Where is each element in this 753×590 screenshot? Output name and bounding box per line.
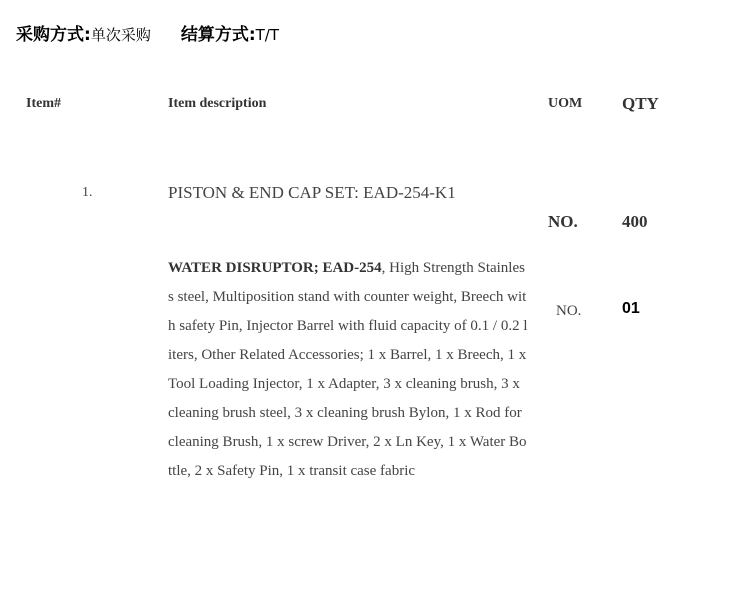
row2-description-title: WATER DISRUPTOR; EAD-254 <box>168 260 382 276</box>
row2-qty: 01 <box>622 300 640 317</box>
column-header-uom: UOM <box>548 96 583 111</box>
row2-description <box>168 254 530 486</box>
row1-uom: NO. <box>548 212 578 231</box>
settlement-method-value: T/T <box>255 26 280 44</box>
purchase-method-label: 采购方式: <box>16 25 91 45</box>
column-header-description: Item description <box>168 96 267 111</box>
row1-description: PISTON & END CAP SET: EAD-254-K1 <box>168 183 456 202</box>
row1-item-number: 1. <box>82 185 93 200</box>
column-header-item: Item# <box>26 96 61 111</box>
purchase-method-value: 单次采购 <box>90 26 151 44</box>
row2-uom: NO. <box>556 303 582 319</box>
row1-qty: 400 <box>622 212 648 231</box>
row2-description-details: , High Strength Stainless steel, Multiposition stand with counter weight, Breech with safety Pin, Injector Barrel with fluid capacity of 0.1 / 0.2 liters, Other Related Accessories; 1 x Barrel, 1 x Breech, 1 x Tool Loading Injector, 1 x Adapter, 3 x cleaning brush, 3 x cleaning brush steel, 3 x cleaning brush Bylon, 1 x Rod for cleaning Brush, 1 x screw Driver, 2 x Ln Key, 1 x Water Bottle, 2 x Safety Pin, 1 x transit case fabric <box>168 260 528 479</box>
payment-info-header <box>16 20 279 45</box>
column-header-qty: QTY <box>622 94 659 113</box>
settlement-method-label: 结算方式: <box>180 25 256 45</box>
